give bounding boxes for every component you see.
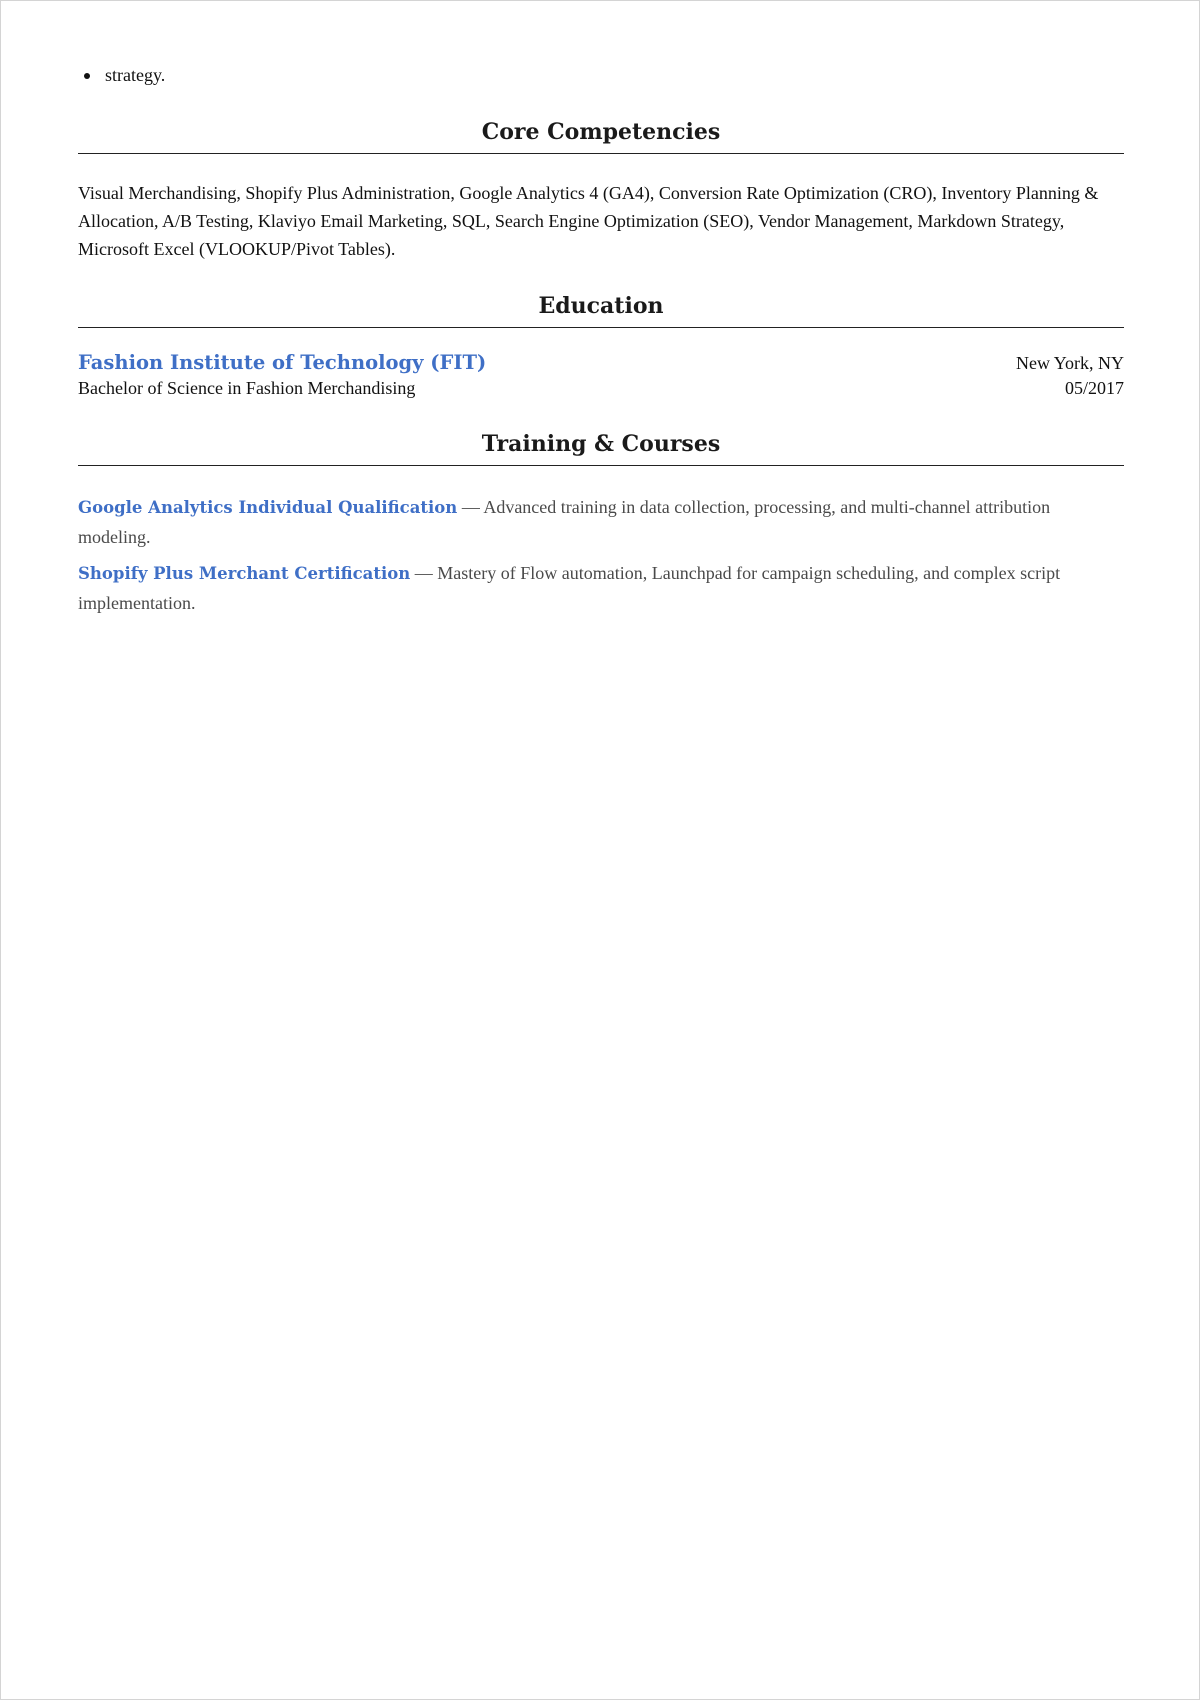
education-school: Fashion Institute of Technology (FIT) [78, 351, 487, 374]
core-competencies-text: Visual Merchandising, Shopify Plus Administration, Google Analytics 4 (GA4), Conversion Rate Optimization (CRO), Inventory Planning & Allocation, A/B Testing, Klaviyo Email Marketing, SQL, Search Engine Optimization (SEO), Vendor Management, Markdown Strategy, Microsoft Excel (VLOOKUP/Pivot Tables). [78, 183, 1099, 259]
section-title-core-competencies: Core Competencies [78, 117, 1124, 154]
bullet-list [78, 63, 165, 87]
education-degree: Bachelor of Science in Fashion Merchandising [78, 378, 416, 398]
education-location: New York, NY [1015, 353, 1124, 373]
course-item [78, 493, 1124, 551]
section-title-education: Education [78, 291, 1124, 328]
course-item [78, 559, 1124, 617]
section-title-training: Training & Courses [78, 429, 1124, 466]
education-detail-row [78, 378, 1124, 399]
education-date: 05/2017 [1064, 378, 1124, 398]
course-description: — Advanced training in data collection, processing, and multi-channel attribution modeling. [78, 497, 1051, 547]
list-item: strategy. [78, 63, 165, 87]
course-description: — Mastery of Flow automation, Launchpad for campaign scheduling, and complex script implementation. [78, 563, 1061, 613]
education-header-row [78, 351, 1124, 374]
course-name: Shopify Plus Merchant Certification [78, 564, 411, 583]
course-name: Google Analytics Individual Qualification [78, 498, 458, 517]
